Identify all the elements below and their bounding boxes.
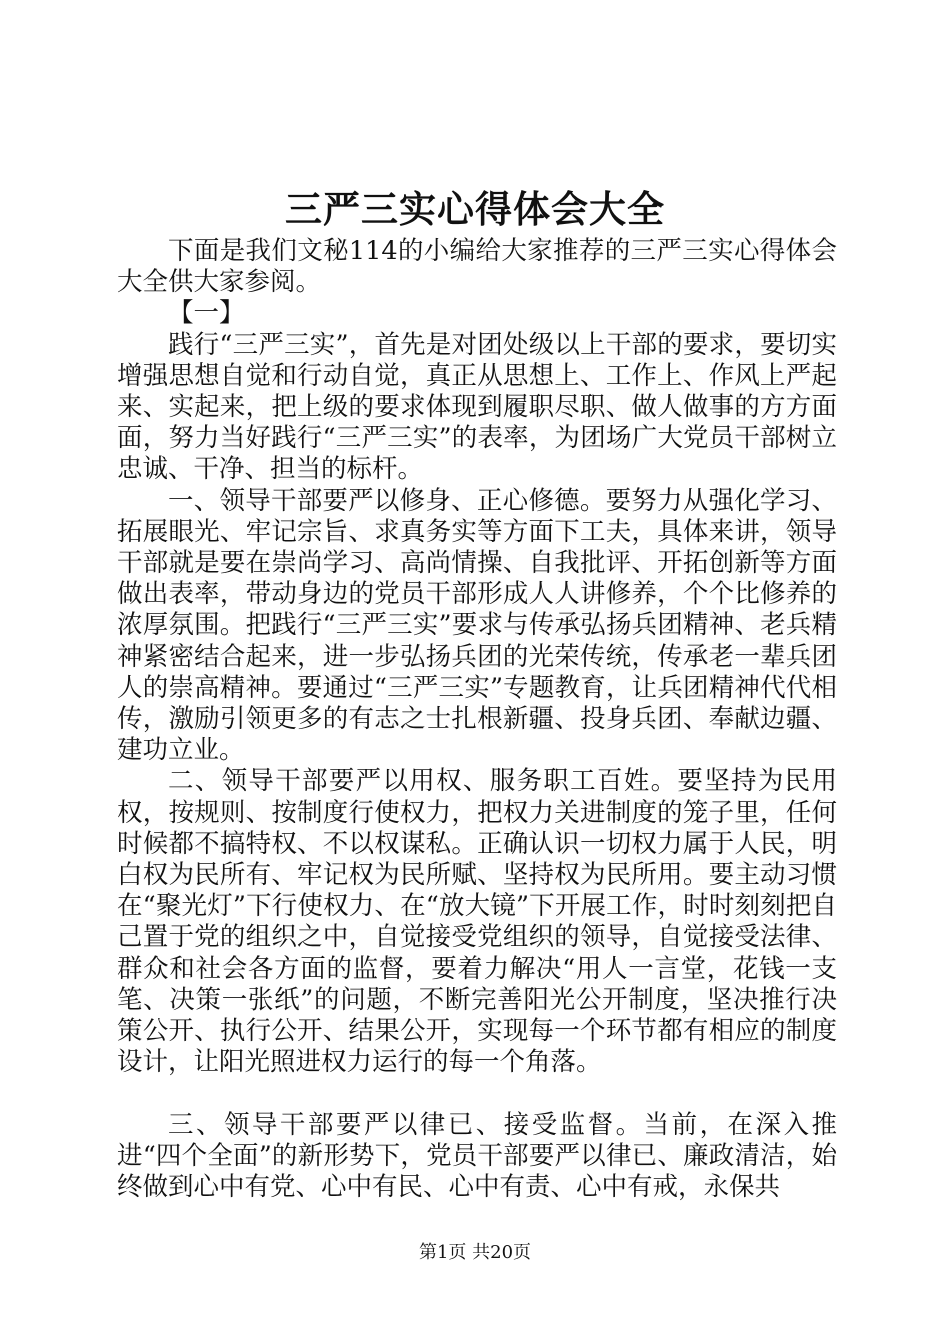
body-paragraph: 一、领导干部要严以修身、正心修德。要努力从强化学习、拓展眼光、牢记宗旨、求真务实等方面下工夫，具体来讲，领导干部就是要在崇尚学习、高尚情操、自我批评、开拓创新等方面做出表率，带动身边的党员干部形成人人讲修养，个个比修养的浓厚氛围。把践行“三严三实”要求与传承弘扬兵团精神、老兵精神紧密结合起来，进一步弘扬兵团的光荣传统，传承老一辈兵团人的崇高精神。要通过“三严三实”专题教育，让兵团精神代代相传，激励引领更多的有志之士扎根新疆、投身兵团、奉献边疆、建功立业。	[117, 485, 837, 766]
section-marker: 【一】	[168, 298, 245, 329]
page-footer: 第1页 共20页	[418, 1242, 532, 1263]
body-paragraph: 践行“三严三实”，首先是对团处级以上干部的要求，要切实增强思想自觉和行动自觉，真正从思想上、工作上、作风上严起来、实起来，把上级的要求体现到履职尽职、做人做事的方方面面，努力当好践行“三严三实”的表率，为团场广大党员干部树立忠诚、干净、担当的标杆。	[117, 329, 837, 485]
document-title: 三严三实心得体会大全	[285, 187, 665, 231]
body-paragraph: 三、领导干部要严以律已、接受监督。当前，在深入推进“四个全面”的新形势下，党员干部要严以律已、廉政清洁，始终做到心中有党、心中有民、心中有责、心中有戒，永保共	[117, 1109, 837, 1203]
document-body	[117, 236, 837, 1203]
body-paragraph: 二、领导干部要严以用权、服务职工百姓。要坚持为民用权，按规则、按制度行使权力，把权力关进制度的笼子里，任何时候都不搞特权、不以权谋私。正确认识一切权力属于人民，明白权为民所有、牢记权为民所赋、坚持权为民所用。要主动习惯在“聚光灯”下行使权力、在“放大镜”下开展工作，时时刻刻把自己置于党的组织之中，自觉接受党组织的领导，自觉接受法律、群众和社会各方面的监督，要着力解决“用人一言堂，花钱一支笔、决策一张纸”的问题，不断完善阳光公开制度，坚决推行决策公开、执行公开、结果公开，实现每一个环节都有相应的制度设计，让阳光照进权力运行的每一个角落。	[117, 766, 837, 1078]
intro-paragraph: 下面是我们文秘114的小编给大家推荐的三严三实心得体会大全供大家参阅。	[117, 236, 837, 298]
